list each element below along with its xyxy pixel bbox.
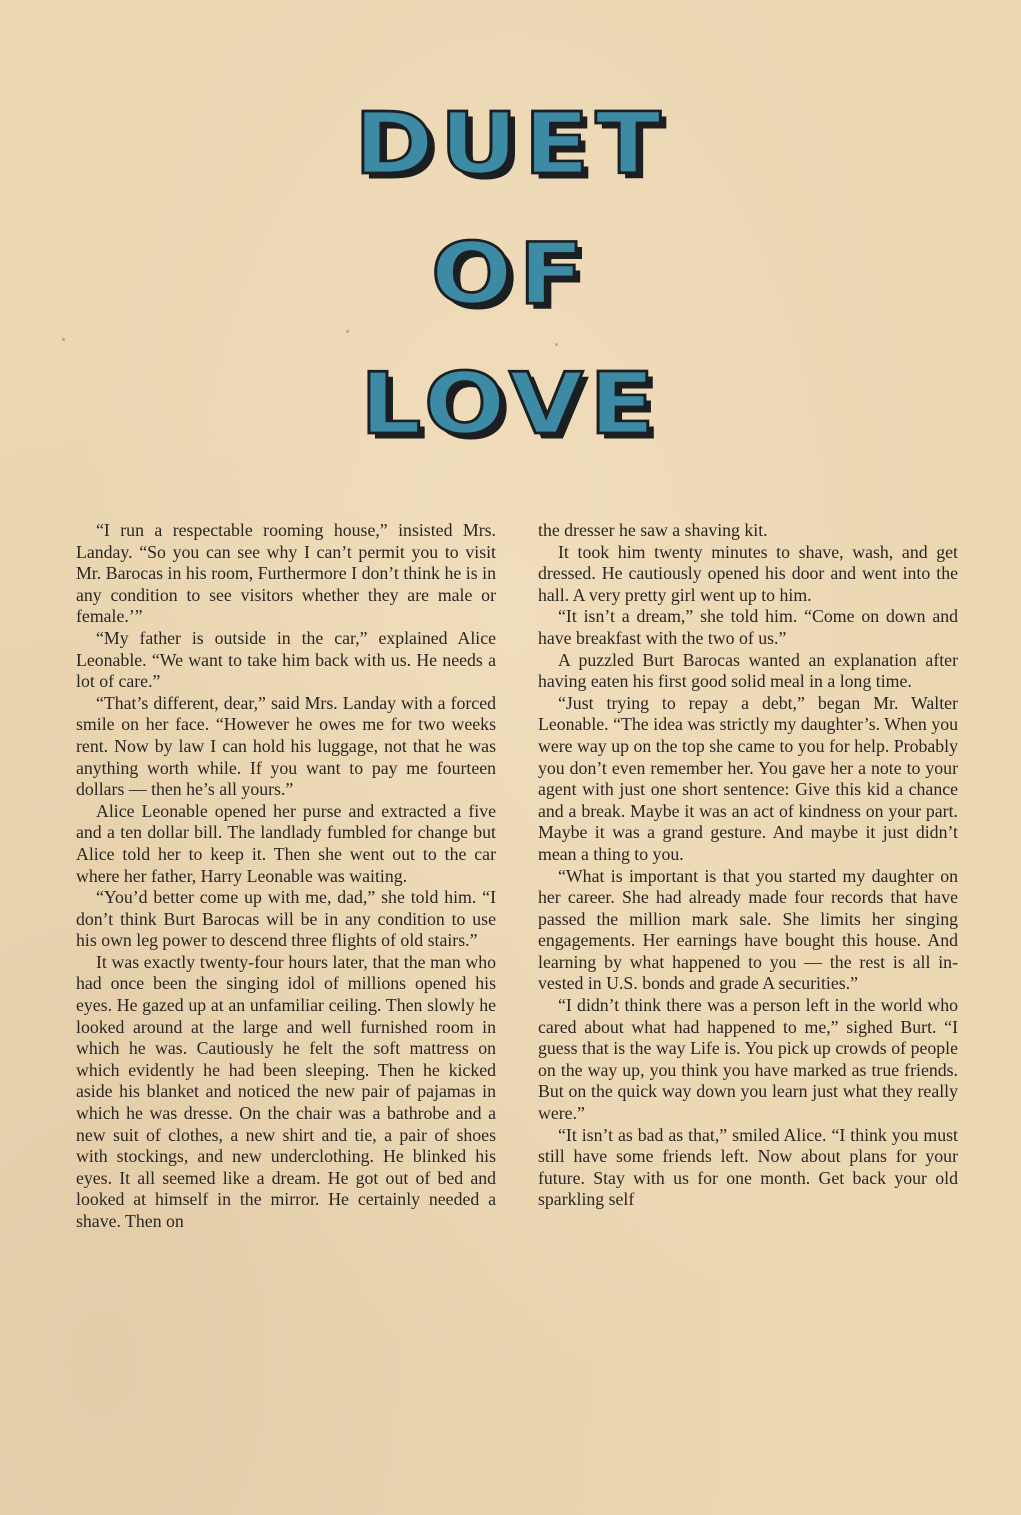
story-title-word-2: OF: [430, 224, 591, 324]
paragraph: “It isn’t as bad as that,” smiled Alice. “I think you must still have some friends left. Now about plans for your future. Stay with us for one month. Get back your old sparkling self: [538, 1124, 958, 1210]
story-title-word-1: DUET: [354, 94, 667, 194]
paragraph: “I didn’t think there was a person left in the world who cared about what had happened to me,” sighed Burt. “I guess that is the way Life is. You pick up crowds of people on the way up, you think you have marked as true friends. But on the quick way down you learn just what they really were.”: [538, 995, 958, 1124]
paragraph: “That’s different, dear,” said Mrs. Landay with a forced smile on her face. “However he owes me for two weeks rent. Now by law I can hold his luggage, not that he was anything worth while. If you want to pay me fourteen dollars — then he’s all yours.”: [76, 692, 496, 800]
paragraph: “My father is outside in the car,” explained Alice Leonable. “We want to take him back with us. He needs a lot of care.”: [76, 627, 496, 692]
paragraph: A puzzled Burt Barocas wanted an explanation after having eaten his first good solid meal in a long time.: [538, 649, 958, 692]
paragraph: “It isn’t a dream,” she told him. “Come on down and have breakfast with the two of us.”: [538, 606, 958, 648]
paper-speck: [62, 338, 65, 341]
paragraph: It was exactly twenty-four hours later, that the man who had once been the singing idol of millions opened his eyes. He gazed up at an unfamiliar ceiling. Then slowly he looked around at the large and well furnished room in which he was. Cautiously he felt the soft mattress on which evidently he had been sleeping. Then he kicked aside his blanket and noticed the new pair of pajamas in which he was dresse. On the chair was a bathrobe and a new suit of clothes, a new shirt and tie, a pair of shoes with stockings, and new underclothing. He blinked his eyes. It all seemed like a dream. He got out of bed and looked at himself in the mirror. He certainly needed a shave. Then on: [76, 951, 496, 1231]
paragraph: “Just trying to repay a debt,” began Mr. Walter Leonable. “The idea was strictly my daughter’s. When you were way up on the top she came to you for help. Probably you don’t even remember her. You gave her a note to your agent with just one short sentence: Give this kid a chance and a break. Maybe it was an act of kindness on your part. Maybe it was a grand gesture. And maybe it just didn’t mean a thing to you.: [538, 692, 958, 864]
story-column-left: [76, 520, 496, 1340]
paper-speck: [346, 330, 349, 333]
paragraph: “What is important is that you started my daughter on her career. She had already made four records that have passed the million mark sale. She limits her singing engagements. Her earnings have bought this house. And learning by what happened to you — the rest is all invested in U.S. bonds and grade A securities.”: [538, 865, 958, 994]
paper-speck: [555, 343, 558, 346]
paragraph: “You’d better come up with me, dad,” she told him. “I don’t think Burt Barocas will be in any condition to use his own leg power to descend three flights of old stairs.”: [76, 887, 496, 951]
paragraph: Alice Leonable opened her purse and extracted a five and a ten dollar bill. The landlady fumbled for change but Alice told her to keep it. Then she went out to the car where her father, Harry Leonable was waiting.: [76, 800, 496, 886]
paragraph: the dresser he saw a shaving kit.: [538, 520, 768, 540]
paragraph: It took him twenty minutes to shave, wash, and get dressed. He cautiously opened his door and went into the hall. A very pretty girl went up to him.: [538, 541, 958, 605]
story-title-word-3: LOVE: [360, 354, 661, 454]
paragraph: “I run a respectable rooming house,” insisted Mrs. Landay. “So you can see why I can’t permit you to visit Mr. Barocas in his room, Furthermore I don’t think he is in any condition to see visitors whether they are male or female.’”: [76, 520, 496, 627]
story-column-right: [538, 520, 958, 1340]
